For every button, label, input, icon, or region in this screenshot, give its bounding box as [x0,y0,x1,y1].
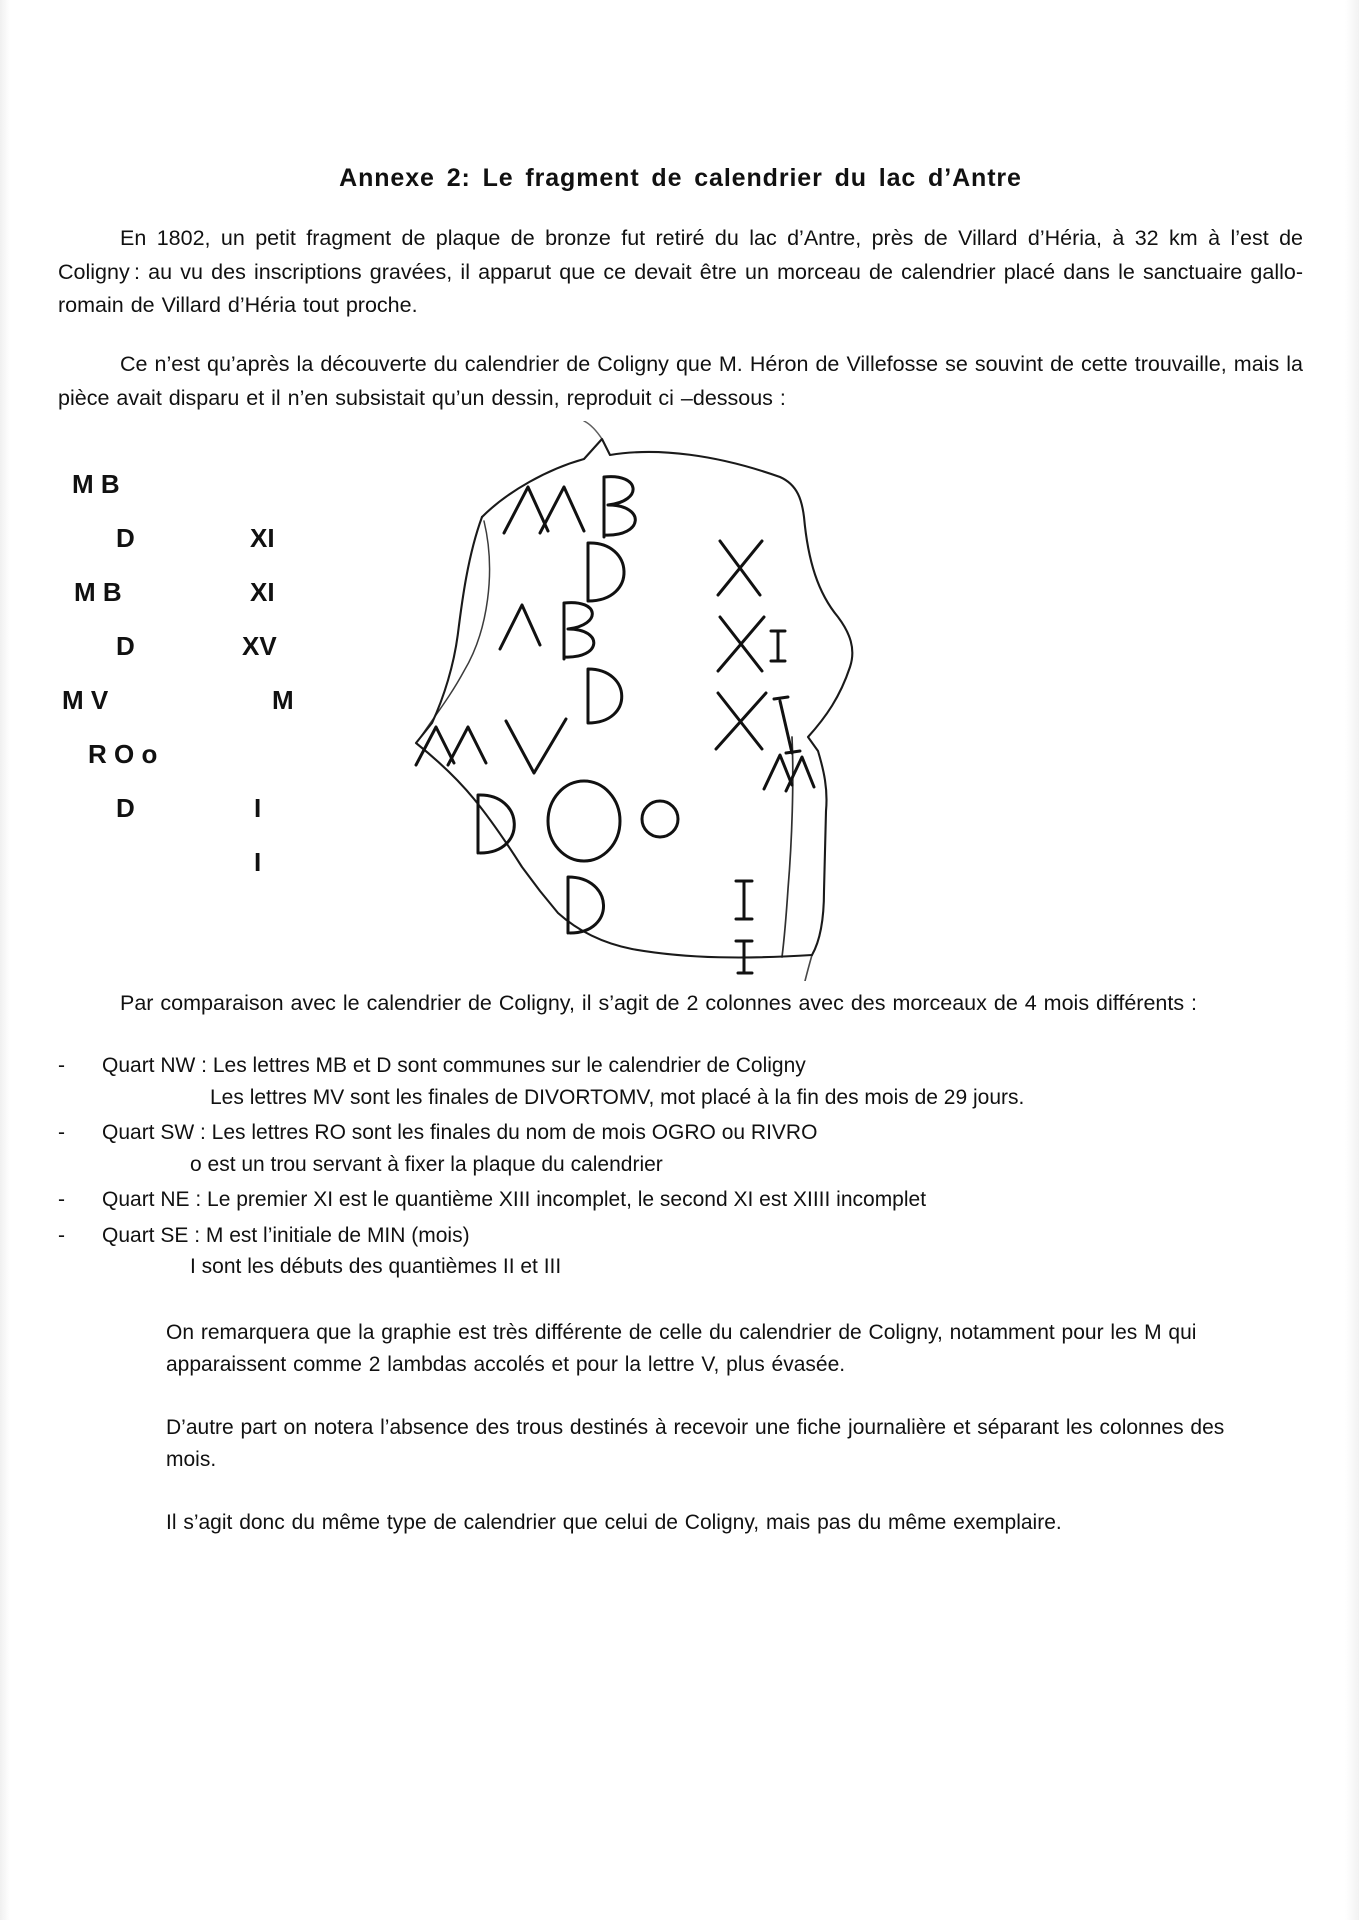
letter-o-small [642,801,678,837]
letter-d-top [588,543,624,601]
letter-d-middle [588,669,622,723]
fragment-inner-edge-left [418,521,490,741]
list-item [58,1220,1303,1283]
letter-i-3 [736,881,752,919]
list-bullet: - [58,1121,65,1145]
letter-lambda-3 [500,605,540,649]
engraved-letters-left [416,476,678,932]
bronze-fragment-drawing [388,421,1303,981]
page-title: Annexe 2: Le fragment de calendrier du lac d’Antre [339,164,1022,192]
quarts-list [58,1050,1303,1283]
list-item [58,1117,1303,1180]
analysis-section [58,987,1303,1540]
letter-o-large [548,781,620,861]
list-bullet: - [58,1188,65,1212]
letter-x-2 [718,617,764,671]
paragraph-comparison [58,987,1303,1020]
list-item [58,1184,1303,1216]
fragment-outline-top [482,439,852,955]
transcription-left-6: D [116,792,135,823]
transcription-row [58,523,388,577]
list-bullet: - [58,1054,65,1078]
engraved-letters-right [716,541,814,973]
transcription-left-2: M B [74,576,122,607]
paragraph-intro [58,222,1303,322]
letter-x-3 [716,693,766,749]
transcription-row [58,793,388,847]
fragment-svg [388,421,1303,981]
letter-i-1 [771,631,785,661]
figure-fragment [58,421,1303,981]
transcription-right-2: XI [250,576,275,607]
transcription-right-7: I [254,846,262,877]
letter-b-middle [564,602,594,658]
transcription-row [58,739,388,793]
letter-v [506,719,566,773]
transcription-row [58,469,388,523]
transcription-row [58,685,388,739]
paragraph-comparison-text: Par comparaison avec le calendrier de Coligny, il s’agit de 2 colonnes avec des morceaux de 4 mois différents : [120,990,1198,1015]
letter-i-2 [774,697,800,753]
quart-nw-text: Quart NW : Les lettres MB et D sont communes sur le calendrier de Coligny [102,1054,806,1078]
transcription-right-4: M [272,684,294,715]
paragraph-intro-text: En 1802, un petit fragment de plaque de bronze fut retiré du lac d’Antre, près de Villard d’Héria, à 32 km à l’est de Coligny : au vu des inscriptions gravées, il apparut que ce devait être un morceau de calendrier placé dans le sanctuaire gallo-romain de Villard d’Héria tout proche. [58,226,1303,317]
scan-edge-left [0,0,10,1920]
quart-se-text: Quart SE : M est l’initiale de MIN (mois) [102,1223,470,1247]
note-trous: D’autre part on notera l’absence des trous destinés à recevoir une fiche journalière et séparant les colonnes des mois. [166,1415,1225,1472]
quart-ne-text: Quart NE : Le premier XI est le quantième XIII incomplet, le second XI est XIIII incomplet [102,1188,927,1212]
transcription-row [58,577,388,631]
transcription-left-1: D [116,522,135,553]
transcription-right-6: I [254,792,262,823]
letter-b-top [604,476,635,536]
fragment-tail [584,421,602,439]
letter-d-sw [478,795,514,853]
paragraph-discovery-text: Ce n’est qu’après la découverte du calendrier de Coligny que M. Héron de Villefosse se souvint de cette trouvaille, mais la pièce avait disparu et il n’en subsistait qu’un dessin, reproduit ci –dessous : [58,352,1303,410]
quart-se-subtext: I sont les débuts des quantièmes II et III [190,1255,562,1279]
transcription-left-3: D [116,630,135,661]
transcription-left-4: M V [62,684,109,715]
paragraph-discovery [58,348,1303,415]
scan-edge-right [1345,0,1359,1920]
transcription-left-5: R O o [88,738,158,769]
note-graphie: On remarquera que la graphie est très différente de celle du calendrier de Coligny, notamment pour les M qui apparaissent comme 2 lambdas accolés et pour la lettre V, plus évasée. [166,1320,1197,1377]
letter-x-1 [718,541,762,595]
letter-lambda-7 [786,757,814,791]
fragment-notch [805,955,812,981]
transcription-row [58,631,388,685]
document-content [58,0,1303,1539]
transcription-right-1: XI [250,522,275,553]
transcription-row [58,847,388,901]
transcription-left-0: M B [72,468,120,499]
transcription-table [58,469,388,901]
list-item [58,1050,1303,1113]
quart-sw-subtext: o est un trou servant à fixer la plaque du calendrier [190,1152,663,1176]
quart-nw-subtext: Les lettres MV sont les finales de DIVORTOMV, mot placé à la fin des mois de 29 jours. [210,1085,1025,1109]
list-bullet: - [58,1223,65,1247]
note-conclusion: Il s’agit donc du même type de calendrier que celui de Coligny, mais pas du même exemplaire. [166,1510,1062,1534]
transcription-right-3: XV [242,630,277,661]
quart-sw-text: Quart SW : Les lettres RO sont les finales du nom de mois OGRO ou RIVRO [102,1121,818,1145]
